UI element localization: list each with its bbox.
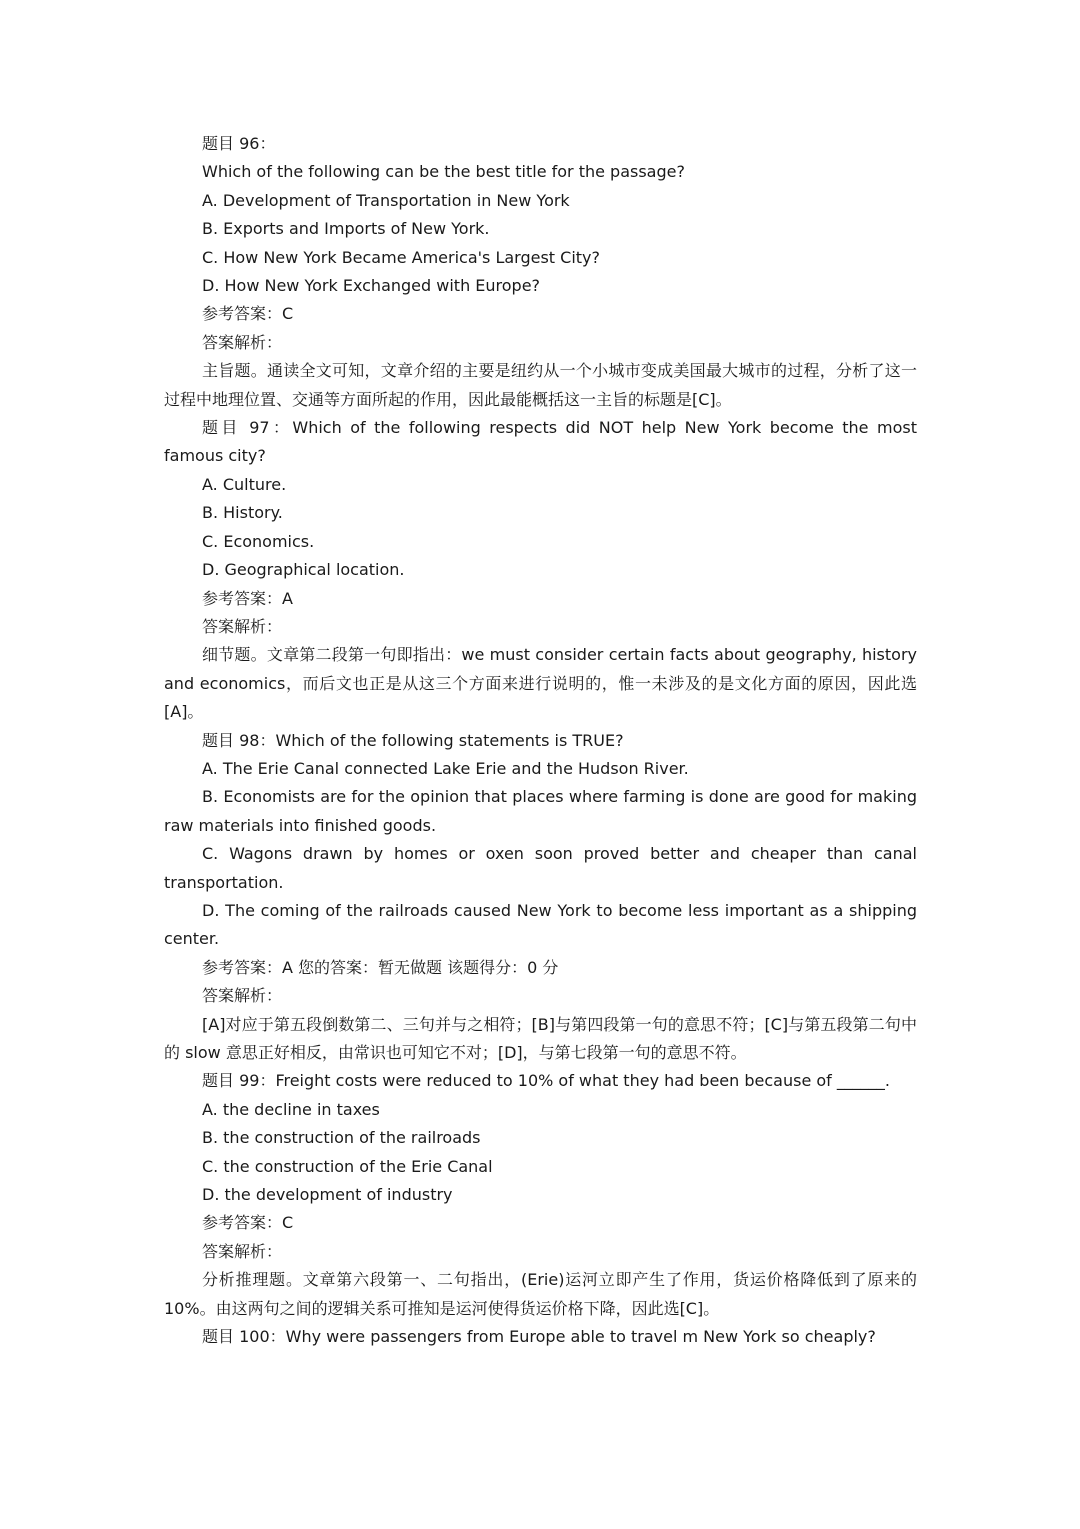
q97-analysis-label: 答案解析： [202,616,283,636]
q97-option-c: C. Economics. [202,531,315,551]
q98-analysis: [A]对应于第五段倒数第二、三句并与之相符；[B]与第四段第一句的意思不符；[C]与第五段第二句中的 slow 意思正好相反，由常识也可知它不对；[D]，与第七段第一句的意思不符。 [164,1014,917,1062]
q98-option-a: A. The Erie Canal connected Lake Erie and the Hudson River. [202,758,689,778]
q99-analysis: 分析推理题。文章第六段第一、二句指出，(Erie)运河立即产生了作用，货运价格降低到了原来的 10%。由这两句之间的逻辑关系可推知是运河使得货运价格下降，因此选[C]。 [164,1270,917,1318]
q97-answer: 参考答案：A [202,588,293,608]
q98-question: 题目 98：Which of the following statements is TRUE? [202,730,624,750]
q97-option-a: A. Culture. [202,474,287,494]
q96-analysis: 主旨题。通读全文可知，文章介绍的主要是纽约从一个小城市变成美国最大城市的过程，分析了这一过程中地理位置、交通等方面所起的作用，因此最能概括这一主旨的标题是[C]。 [164,361,917,409]
q96-title: 题目 96： [202,134,276,153]
q98-option-b: B. Economists are for the opinion that places where farming is done are good for making raw materials into finished goods. [164,787,917,835]
q96-answer: 参考答案：C [202,304,294,324]
q96-option-d: D. How New York Exchanged with Europe? [202,276,541,296]
q99-option-d: D. the development of industry [202,1185,453,1205]
q99-question: 题目 99：Freight costs were reduced to 10% of what they had been because of ______. [202,1071,890,1091]
q98-option-d: D. The coming of the railroads caused New York to become less important as a shipping center. [164,900,917,949]
q96-analysis-label: 答案解析： [202,332,283,352]
document-page [164,130,917,1351]
q97-option-d: D. Geographical location. [202,560,405,580]
q99-option-a: A. the decline in taxes [202,1099,380,1119]
q98-option-c: C. Wagons drawn by homes or oxen soon proved better and cheaper than canal transportation. [164,844,917,892]
q99-answer: 参考答案：C [202,1213,294,1233]
q99-analysis-label: 答案解析： [202,1241,283,1261]
q97-analysis: 细节题。文章第二段第一句即指出：we must consider certain facts about geography, history and economics，而后文也正是从这三个方面来进行说明的，惟一未涉及的是文化方面的原因，因此选[A]。 [164,645,917,722]
q98-analysis-label: 答案解析： [202,986,283,1006]
q97-option-b: B. History. [202,503,283,523]
q100-question: 题目 100：Why were passengers from Europe able to travel m New York so cheaply? [202,1327,876,1347]
q96-option-b: B. Exports and Imports of New York. [202,219,490,239]
q96-question: Which of the following can be the best title for the passage? [202,162,685,182]
q99-option-c: C. the construction of the Erie Canal [202,1156,493,1176]
q96-option-c: C. How New York Became America's Largest City? [202,247,601,267]
q99-option-b: B. the construction of the railroads [202,1128,481,1148]
q98-answer: 参考答案：A 您的答案：暂无做题 该题得分：0 分 [202,957,559,977]
q96-option-a: A. Development of Transportation in New York [202,190,570,210]
q97-question: 题目 97：Which of the following respects did NOT help New York become the most famous city? [164,418,917,466]
